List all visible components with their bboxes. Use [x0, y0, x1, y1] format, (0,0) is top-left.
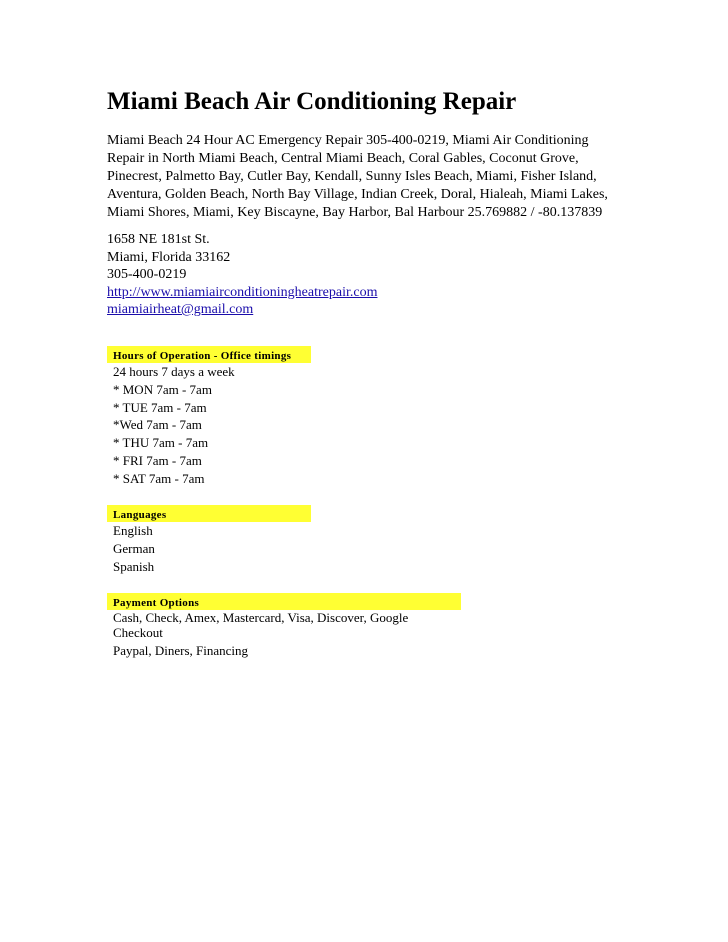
languages-header: Languages — [107, 505, 311, 522]
hours-line: * TUE 7am - 7am — [113, 399, 207, 415]
payment-item: Paypal, Diners, Financing — [113, 643, 249, 658]
language-item: English — [113, 523, 153, 538]
language-item: Spanish — [113, 558, 155, 574]
hours-line: * SAT 7am - 7am — [113, 470, 205, 486]
website-line — [107, 284, 377, 302]
intro-paragraph — [107, 132, 637, 222]
email-line — [107, 301, 377, 319]
intro-line: Miami Shores, Miami, Key Biscayne, Bay Harbor, Bal Harbour 25.769882 / -80.137839 — [107, 205, 603, 220]
intro-line: Aventura, Golden Beach, North Bay Village, Indian Creek, Doral, Hialeah, Miami Lakes, — [107, 187, 608, 202]
phone-number: 305-400-0219 — [107, 267, 187, 282]
city-state-zip: Miami, Florida 33162 — [107, 249, 231, 265]
payment-item: Cash, Check, Amex, Mastercard, Visa, Discover, Google Checkout — [113, 610, 409, 640]
payment-list — [107, 610, 461, 658]
street-address: 1658 NE 181st St. — [107, 232, 210, 247]
hours-list — [107, 363, 311, 488]
languages-list — [107, 522, 311, 575]
intro-line: Pinecrest, Palmetto Bay, Cutler Bay, Kendall, Sunny Isles Beach, Miami, Fisher Island, — [107, 169, 597, 184]
page-title: Miami Beach Air Conditioning Repair — [107, 88, 517, 115]
payment-section — [107, 593, 461, 658]
hours-line: * MON 7am - 7am — [113, 381, 212, 397]
languages-section — [107, 505, 311, 575]
intro-line: Miami Beach 24 Hour AC Emergency Repair 305-400-0219, Miami Air Conditioning — [107, 133, 589, 148]
intro-line: Repair in North Miami Beach, Central Miami Beach, Coral Gables, Coconut Grove, — [107, 151, 579, 166]
payment-header: Payment Options — [107, 593, 461, 610]
language-item: German — [113, 540, 155, 556]
website-link[interactable]: http://www.miamiairconditioningheatrepair.com — [107, 284, 378, 300]
hours-line: * FRI 7am - 7am — [113, 452, 202, 468]
hours-line: * THU 7am - 7am — [113, 435, 209, 451]
email-link[interactable]: miamiairheat@gmail.com — [107, 302, 254, 317]
hours-section — [107, 346, 311, 488]
contact-block — [107, 231, 377, 319]
hours-line: 24 hours 7 days a week — [113, 364, 235, 379]
hours-line: *Wed 7am - 7am — [113, 417, 202, 433]
hours-header: Hours of Operation - Office timings — [107, 346, 311, 363]
